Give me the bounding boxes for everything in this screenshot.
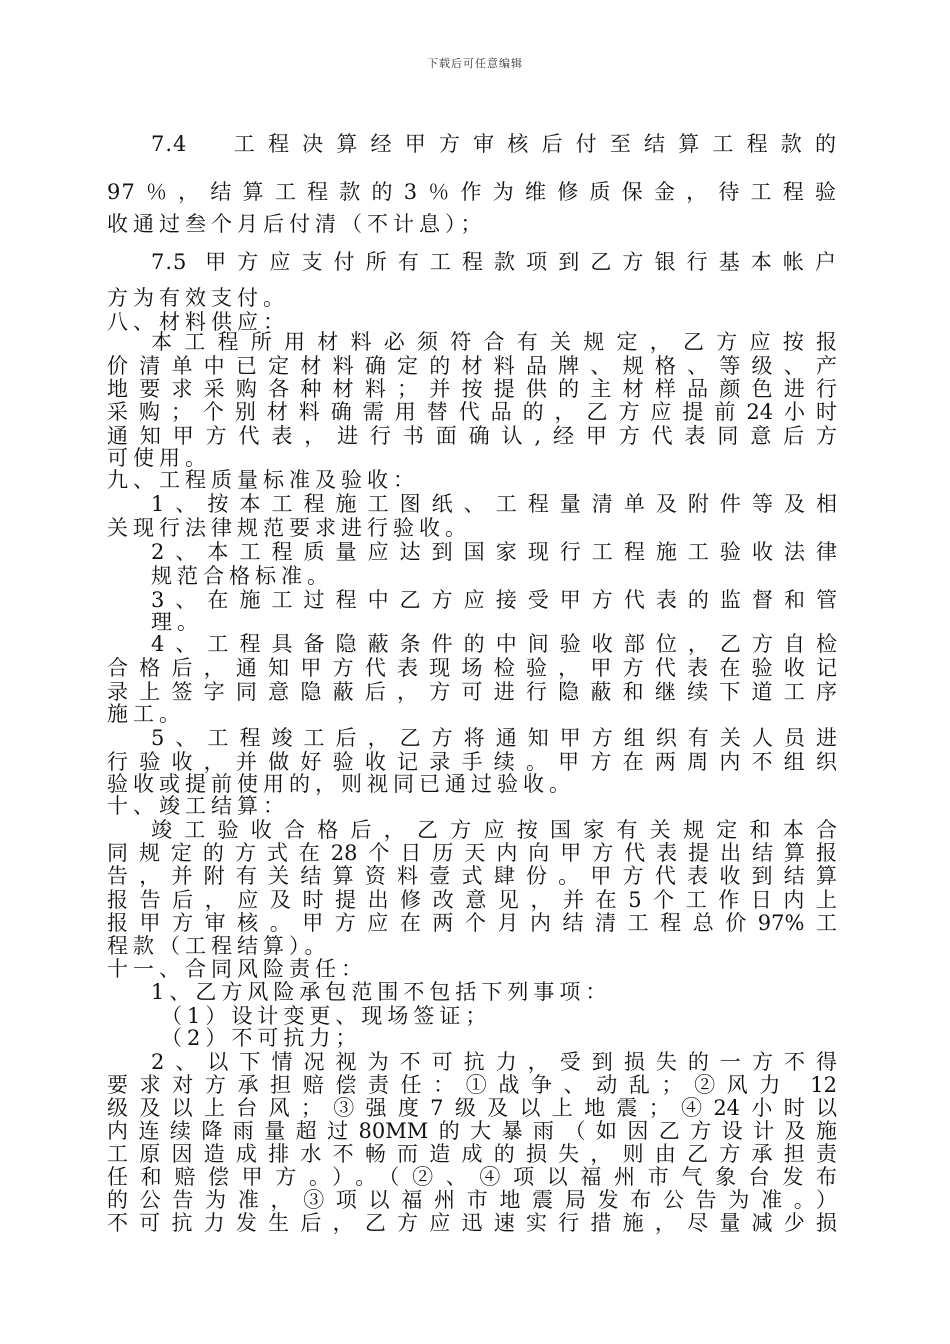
text-line: 通知甲方代表，进行书面确认,经甲方代表同意后方	[107, 424, 837, 448]
text-line: 1、乙方风险承包范围不包括下列事项：	[151, 980, 612, 1004]
text-line: 地要求采购各种材料；并按提供的主材样品颜色进行	[107, 377, 837, 401]
text-line: （2）不可抗力；	[161, 1026, 362, 1050]
text-line: 程款（工程结算）。	[107, 934, 331, 958]
text-line: 可使用。	[107, 446, 211, 470]
text-line: 5、工程竣工后，乙方将通知甲方组织有关人员进	[151, 726, 837, 750]
text-line: 价清单中已定材料确定的材料品牌、规格、等级、产	[107, 354, 837, 378]
text-line: 1、按本工程施工图纸、工程量清单及附件等及相	[151, 492, 837, 516]
text-line: 收通过叁个月后付清（不计息）；	[107, 212, 487, 236]
text-line: 97％，结算工程款的3％作为维修质保金，待工程验	[107, 180, 837, 204]
text-line: 本工程所用材料必须符合有关规定，乙方应按报	[151, 330, 837, 354]
text-line: 3、在施工过程中乙方应接受甲方代表的监督和管	[151, 588, 837, 612]
text-line: 报告后，应及时提出修改意见，并在5个工作日内上	[107, 888, 837, 912]
text-line: 同规定的方式在28个日历天内向甲方代表提出结算报	[107, 841, 837, 865]
text-line: 采购；个别材料确需用替代品的，乙方应提前24小时	[107, 400, 837, 424]
text-line: 竣工验收合格后，乙方应按国家有关规定和本合	[151, 818, 837, 842]
text-line: 十一、合同风险责任：	[107, 957, 367, 981]
text-line: 告，并附有关结算资料壹式肆份。甲方代表收到结算	[107, 864, 837, 888]
text-line: 理。	[151, 610, 203, 634]
page-header: 下载后可任意编辑	[427, 57, 523, 70]
text-line: 4、工程具备隐蔽条件的中间验收部位，乙方自检	[151, 632, 837, 656]
text-line: 十、竣工结算：	[107, 794, 289, 818]
text-line: 验收或提前使用的，则视同已通过验收。	[107, 772, 575, 796]
text-line: 2、以下情况视为不可抗力，受到损失的一方不得	[151, 1050, 837, 1074]
text-line: 规范合格标准。	[151, 564, 333, 588]
text-line: 工原因造成排水不畅而造成的损失，则由乙方承担责	[107, 1142, 837, 1166]
text-line: 八、材料供应：	[107, 310, 289, 334]
text-line: 级及以上台风；③强度7级及以上地震；④24小时以	[107, 1096, 837, 1120]
text-line: 方为有效支付。	[107, 286, 289, 310]
text-line: 内连续降雨量超过80MM的大暴雨（如因乙方设计及施	[107, 1119, 837, 1143]
text-line: 任和赔偿甲方。）。（②、④项以福州市气象台发布	[107, 1165, 837, 1189]
text-line: 施工。	[107, 702, 185, 726]
text-line: 行验收，并做好验收记录手续。甲方在两周内不组织	[107, 750, 837, 774]
text-line: 九、工程质量标准及验收：	[107, 468, 419, 492]
text-line: 7.5 甲方应支付所有工程款项到乙方银行基本帐户	[151, 250, 837, 274]
text-line: 关现行法律规范要求进行验收。	[107, 516, 471, 540]
text-line: 2、本工程质量应达到国家现行工程施工验收法律	[151, 540, 837, 564]
text-line: 7.4 工程决算经甲方审核后付至结算工程款的	[151, 132, 837, 156]
text-line: 不可抗力发生后，乙方应迅速实行措施，尽量减少损	[107, 1211, 837, 1235]
text-line: 的公告为准，③项以福州市地震局发布公告为准。）	[107, 1188, 837, 1212]
text-line: 录上签字同意隐蔽后，方可进行隐蔽和继续下道工序	[107, 680, 837, 704]
text-line: 合格后，通知甲方代表现场检验，甲方代表在验收记	[107, 656, 837, 680]
text-line: 要求对方承担赔偿责任：①战争、动乱；②风力 12	[107, 1073, 837, 1097]
text-line: （1）设计变更、现场签证；	[161, 1004, 492, 1028]
text-line: 报甲方审核。甲方应在两个月内结清工程总价97%工	[107, 911, 837, 935]
